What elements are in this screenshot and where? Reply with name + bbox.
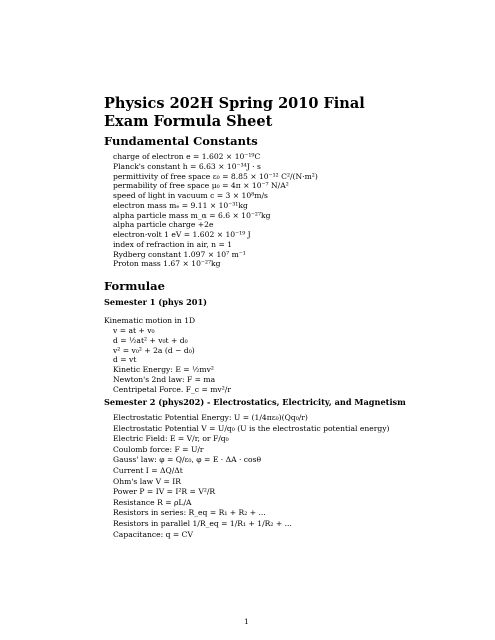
constant-item: index of refraction in air, n = 1 xyxy=(113,239,233,249)
formula-item: Electrostatic Potential Energy: U = (1/4πε₀)(Qq₀/r) xyxy=(113,413,308,422)
formula-item: d = ½at² + v₀t + d₀ xyxy=(113,335,188,345)
semester2-heading: Semester 2 (phys202) - Electrostatics, Electricity, and Magnetism xyxy=(104,397,406,407)
formula-item: Electric Field: E = V/r, or F/q₀ xyxy=(113,434,229,444)
formula-item: v² = v₀² + 2a (d − d₀) xyxy=(113,345,195,355)
formula-item: Current I = ΔQ/Δt xyxy=(113,465,183,475)
formula-item: Ohm's law V = IR xyxy=(113,476,181,486)
constant-item: permability of free space μ₀ = 4π × 10⁻⁷ N/A² xyxy=(113,181,289,191)
semester1-heading: Semester 1 (phys 201) xyxy=(104,297,208,307)
constant-item: alpha particle charge +2e xyxy=(113,220,214,230)
semester1-intro xyxy=(104,316,195,326)
formulae-heading: Formulae xyxy=(104,279,165,293)
page-title: Physics 202H Spring 2010 Final Exam Formula Sheet xyxy=(104,95,365,130)
constant-item: Proton mass 1.67 × 10⁻²⁷kg xyxy=(113,259,221,269)
formula-item: Resistors in series: R_eq = R₁ + R₂ + ... xyxy=(113,508,266,518)
semester1-list xyxy=(113,326,231,394)
constants-list xyxy=(113,152,318,269)
formula-item: Resistors in parallel 1/R_eq = 1/R₁ + 1/R₂ + ... xyxy=(113,518,292,528)
constant-item: speed of light in vacuum c = 3 × 10⁸m/s xyxy=(113,191,268,200)
formula-item: Electrostatic Potential V = U/q₀ (U is the electrostatic potential energy) xyxy=(113,423,390,433)
formula-item: Centripetal Force. F_c = mv²/r xyxy=(113,384,231,394)
page-number: 1 xyxy=(244,617,249,626)
constant-item: Rydberg constant 1.097 × 10⁷ m⁻¹ xyxy=(113,249,246,259)
formula-item: Capacitance: q = CV xyxy=(113,529,193,539)
formula-item: Resistance R = ρL/A xyxy=(113,497,192,507)
formula-item: Newton's 2nd law: F = ma xyxy=(113,374,216,384)
formula-item: Kinetic Energy: E = ½mv² xyxy=(113,365,214,374)
formula-item: Gauss' law: φ = Q/ε₀, φ = E · ΔA · cosθ xyxy=(113,455,262,465)
constant-item: Planck's constant h = 6.63 × 10⁻³⁴J · s xyxy=(113,161,261,171)
formula-item: d = vt xyxy=(113,355,137,365)
formula-item: v = at + v₀ xyxy=(113,326,155,335)
constant-item: electron-volt 1 eV = 1.602 × 10⁻¹⁹ J xyxy=(113,230,251,239)
constant-item: permittivity of free space ε₀ = 8.85 × 10⁻¹² C²/(N·m²) xyxy=(113,171,318,181)
constant-item: electron mass mₑ = 9.11 × 10⁻³¹kg xyxy=(113,200,248,210)
formula-label: Kinematic motion in 1D xyxy=(104,316,196,325)
constant-item: alpha particle mass m_α = 6.6 × 10⁻²⁷kg xyxy=(113,210,271,220)
constants-heading: Fundamental Constants xyxy=(104,134,258,148)
constant-item: charge of electron e = 1.602 × 10⁻¹⁹C xyxy=(113,152,261,161)
formula-item: Power P = IV = I²R = V²/R xyxy=(113,487,216,497)
semester2-list xyxy=(113,413,389,540)
formula-item: Coulomb force: F = U/r xyxy=(113,444,204,454)
